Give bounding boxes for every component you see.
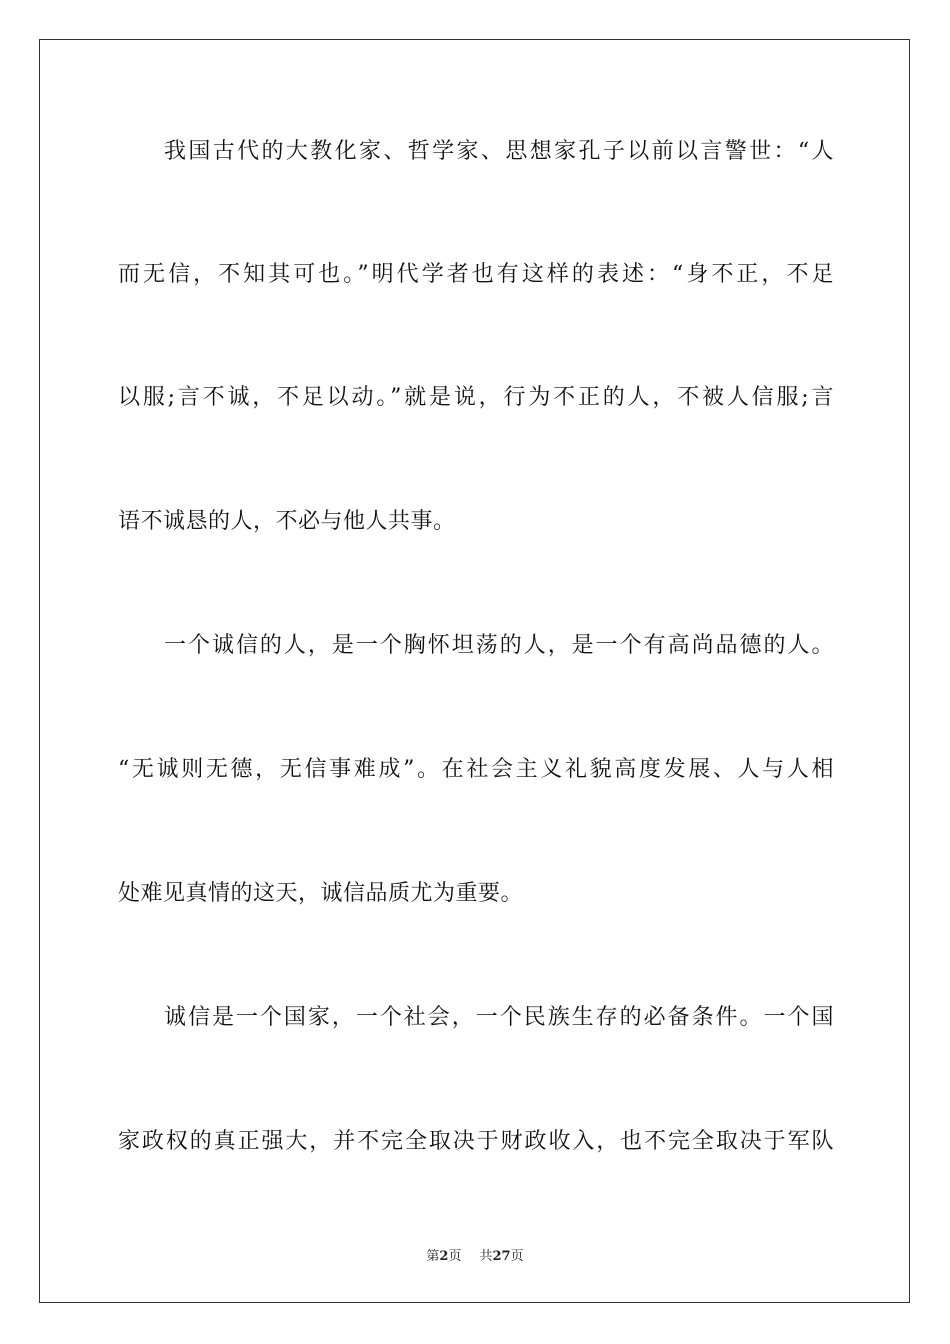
page-border <box>39 39 910 1303</box>
text-line-4: 语不诚恳的人，不必与他人共事。 <box>118 509 456 534</box>
total-suffix: 页 <box>510 1249 524 1264</box>
text-line-5: 一个诚信的人，是一个胸怀坦荡的人，是一个有高尚品德的人。 <box>164 633 834 658</box>
text-line-2: 而无信，不知其可也。”明代学者也有这样的表述：“身不正，不足 <box>118 262 834 287</box>
page-footer <box>0 1248 950 1266</box>
page-number: 2 <box>439 1249 449 1264</box>
text-line-6: “无诚则无德，无信事难成”。在社会主义礼貌高度发展、人与人相 <box>118 757 834 782</box>
text-line-9: 家政权的真正强大，并不完全取决于财政收入，也不完全取决于军队 <box>118 1129 834 1154</box>
page-prefix: 第 <box>426 1249 440 1264</box>
total-prefix: 共 <box>479 1249 493 1264</box>
text-line-8: 诚信是一个国家，一个社会，一个民族生存的必备条件。一个国 <box>164 1005 834 1030</box>
page-suffix: 页 <box>448 1249 462 1264</box>
text-line-1: 我国古代的大教化家、哲学家、思想家孔子以前以言警世：“人 <box>164 139 834 164</box>
total-pages: 27 <box>492 1249 511 1264</box>
text-line-7: 处难见真情的这天，诚信品质尤为重要。 <box>118 881 524 906</box>
text-line-3: 以服;言不诚，不足以动。”就是说，行为不正的人，不被人信服;言 <box>118 385 834 410</box>
